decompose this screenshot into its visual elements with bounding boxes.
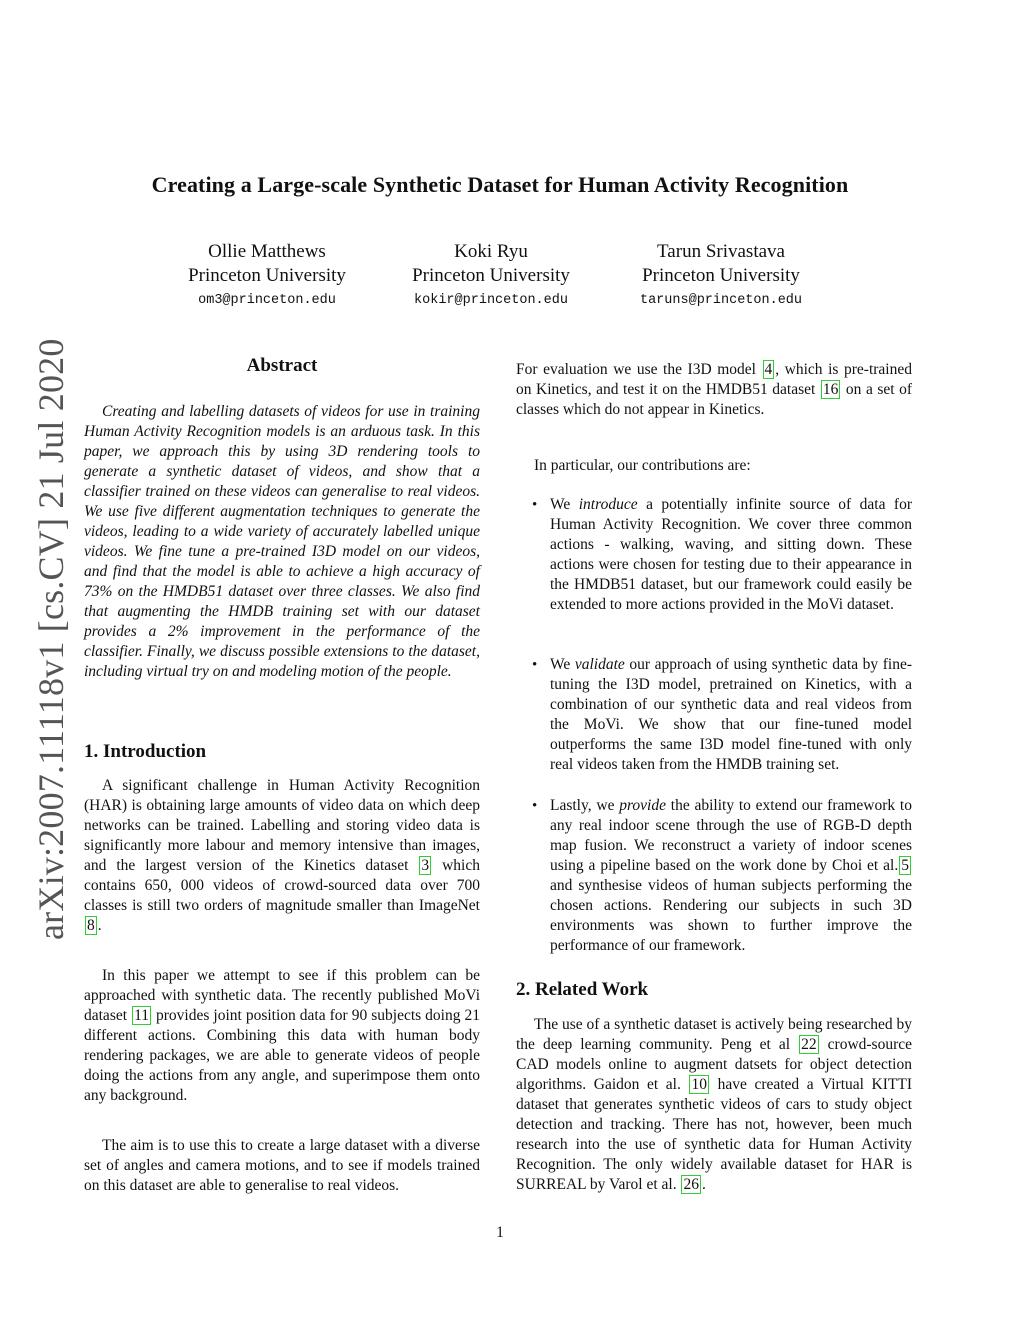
- rw-text-a: The use of a synthetic dataset is actively being researched by the deep learning community. Peng et al: [516, 1016, 912, 1053]
- intro-p1-text-b: which contains 650, 000 videos of crowd-sourced data over 700 classes is still two orders of magnitude smaller than ImageNet: [84, 857, 480, 914]
- author-affiliation: Princeton University: [642, 265, 800, 286]
- bullet-body: the ability to extend our framework to any real indoor scene through the use of RGB-D depth map fusion. We reconstruct a variety of indoor scenes using a pipeline based on the work done by Choi et al.: [550, 797, 912, 874]
- related-work-paragraph: [516, 1015, 912, 1195]
- citation-link[interactable]: 8: [87, 917, 95, 934]
- paper-title: Creating a Large-scale Synthetic Dataset for Human Activity Recognition: [151, 172, 849, 197]
- abstract-text: Creating and labelling datasets of videos for use in training Human Activity Recognition models is an arduous task. In this paper, we approach this by using 3D rendering tools to generate a synthetic dataset of videos, and show that a classifier trained on these videos can generalise to real videos. We use five different augmentation techniques to generate the videos, leading to a wide variety of accurately labelled unique videos. We fine tune a pre-trained I3D model on our videos, and find that the model is able to achieve a high accuracy of 73% on the HMDB51 dataset over three classes. We also find that augmenting the HMDB training set with our dataset provides a 2% improvement in the performance of the classifier. Finally, we discuss possible extensions to the dataset, including virtual try on and modeling motion of the people.: [84, 403, 480, 680]
- citation-link[interactable]: 5: [901, 857, 909, 874]
- bullet-emphasis: introduce: [578, 496, 638, 513]
- author-affiliation: Princeton University: [412, 265, 570, 286]
- intro-p1-text-c: .: [97, 917, 102, 934]
- bullet-icon: •: [532, 798, 538, 814]
- bullet-lead: Lastly, we: [550, 797, 615, 814]
- citation-link[interactable]: 22: [801, 1036, 817, 1053]
- citation-link[interactable]: 26: [683, 1176, 699, 1193]
- bullet-emphasis: provide: [619, 797, 666, 814]
- related-work-heading: 2. Related Work: [516, 979, 649, 1000]
- rw-text-c: have created a Virtual KITTI dataset that generates synthetic videos of cars to study object detection and tracking. There has not, however, been much research into the use of synthetic data for Human Activity Recognition. The only widely available dataset for HAR is SURREAL by Varol et al.: [516, 1076, 913, 1193]
- bullet-body-end: and synthesise videos of human subjects performing the chosen actions. Rendering our subjects in such 3D environments was shown to further improve the performance of our framework.: [550, 877, 912, 954]
- contributions-intro: In particular, our contributions are:: [534, 457, 751, 474]
- author-email[interactable]: taruns@princeton.edu: [639, 293, 803, 308]
- intro-p1-text-a: A significant challenge in Human Activity Recognition (HAR) is obtaining large amounts of video data on which deep networks can be trained. Labelling and storing video data is significantly more labour and memory intensive than images, and the largest version of the Kinetics dataset: [84, 777, 480, 874]
- bullet-body: our approach of using synthetic data by fine-tuning the I3D model, pretrained on Kinetics, with a combination of our synthetic data and real videos from the MoVi. We show that our fine-tuned model outperforms the same I3D model fine-tuned with only real videos taken from the HMDB training set.: [550, 656, 913, 773]
- intro-paragraph-2: [84, 966, 480, 1106]
- intro-paragraph-4: [516, 360, 912, 420]
- author-name: Tarun Srivastava: [657, 241, 785, 262]
- rw-text-d: .: [701, 1176, 706, 1193]
- author-name: Ollie Matthews: [208, 241, 326, 262]
- citation-link[interactable]: 3: [421, 857, 430, 874]
- intro-p4-text-b: , which is pre-trained on Kinetics, and test it on the HMDB51 dataset: [516, 361, 912, 398]
- author-affiliation: Princeton University: [188, 265, 346, 286]
- bullet-icon: •: [532, 657, 538, 673]
- intro-p2-text-b: provides joint position data for 90 subjects doing 21 different actions. Combining this data with human body rendering packages, we are able to generate videos of people doing the actions from any angle, and superimpose them onto any background.: [84, 1007, 480, 1104]
- introduction-heading: 1. Introduction: [84, 741, 207, 762]
- author-email[interactable]: kokir@princeton.edu: [414, 293, 568, 308]
- intro-paragraph-3: The aim is to use this to create a large dataset with a diverse set of angles and camera motions, and to see if models trained on this dataset are able to generalise to real videos.: [84, 1137, 480, 1194]
- arxiv-identifier: arXiv:2007.11118v1 [cs.CV] 21 Jul 2020: [31, 338, 71, 940]
- author-email[interactable]: om3@princeton.edu: [198, 293, 336, 308]
- citation-link[interactable]: 4: [764, 361, 773, 378]
- contribution-text: [550, 495, 912, 615]
- author-name: Koki Ryu: [454, 241, 528, 262]
- contribution-text: [550, 796, 912, 956]
- rw-text-b: crowd-source CAD models online to augment datsets for object detection algorithms. Gaidon et al.: [516, 1036, 913, 1093]
- bullet-lead: We: [550, 496, 571, 513]
- bullet-icon: •: [532, 497, 538, 513]
- intro-p4-text-c: on a set of classes which do not appear in Kinetics.: [516, 381, 913, 418]
- author-2: [371, 240, 611, 314]
- intro-p2-text-a: In this paper we attempt to see if this problem can be approached with synthetic data. The recently published MoVi dataset: [84, 967, 480, 1024]
- intro-paragraph-1: [84, 776, 480, 936]
- citation-link[interactable]: 11: [134, 1007, 149, 1024]
- contribution-text: [550, 655, 912, 775]
- bullet-emphasis: validate: [574, 656, 625, 673]
- bullet-body: a potentially infinite source of data for Human Activity Recognition. We cover three common actions - walking, waving, and sitting down. These actions were chosen for testing due to their appearance in the HMDB51 dataset, but our framework could easily be extended to more actions provided in the MoVi dataset.: [550, 496, 913, 613]
- author-3: [601, 240, 841, 314]
- citation-link[interactable]: 10: [691, 1076, 707, 1093]
- abstract-heading: Abstract: [246, 355, 318, 376]
- author-1: [147, 240, 387, 314]
- intro-p4-text-a: For evaluation we use the I3D model: [516, 361, 756, 378]
- citation-link[interactable]: 16: [822, 381, 839, 398]
- bullet-lead: We: [550, 656, 571, 673]
- page-number: 1: [496, 1224, 504, 1241]
